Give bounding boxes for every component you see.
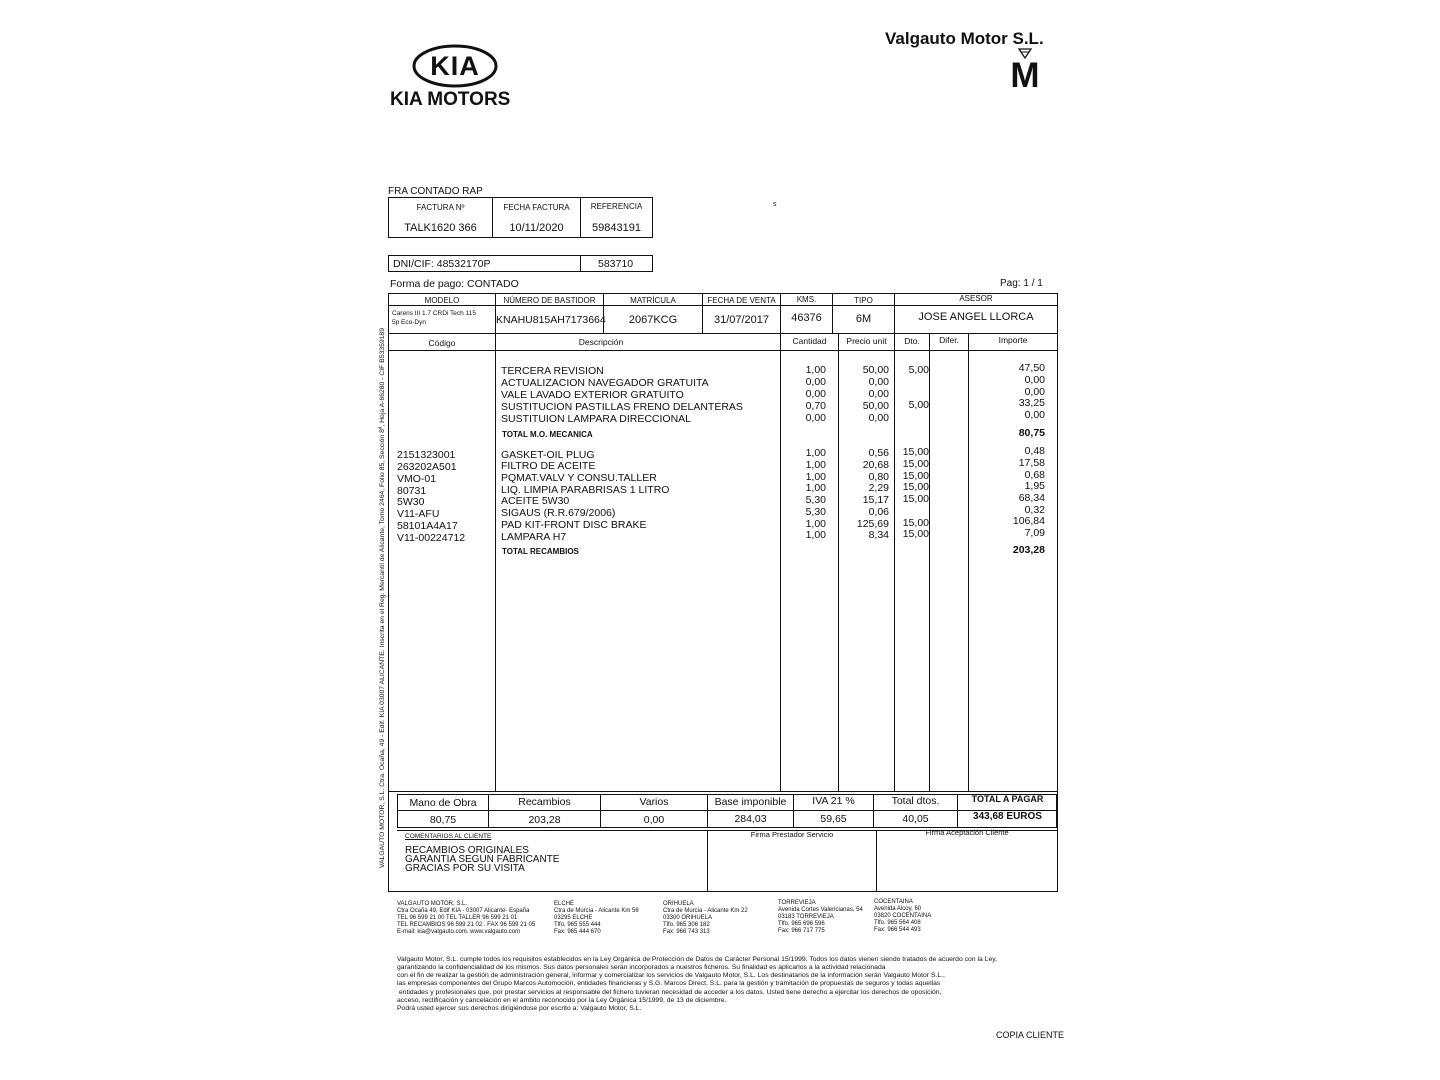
line-unit-price: 8,34 bbox=[868, 529, 889, 541]
total-discounts-header: Total dtos. bbox=[891, 795, 940, 807]
invoice-reference-header: REFERENCIA bbox=[590, 202, 643, 211]
line-amount: 0,00 bbox=[1024, 386, 1045, 398]
code-header: Código bbox=[428, 338, 456, 348]
office-cocentaina: COCENTAINA Avenida Alcoy, 60 03820 COCENTAINA Tlfo. 965 564 408 Fax: 966 544 493 bbox=[874, 899, 932, 933]
tax-base-header: Base imponible bbox=[714, 796, 787, 808]
line-description: PAD KIT-FRONT DISC BRAKE bbox=[501, 519, 647, 531]
line-description: SIGAUS (R.R.679/2006) bbox=[501, 507, 616, 519]
vin-header: NÚMERO DE BASTIDOR bbox=[503, 296, 596, 305]
line-quantity: 1,00 bbox=[805, 459, 826, 471]
line-description: ACEITE 5W30 bbox=[501, 495, 570, 507]
vat-header: IVA 21 % bbox=[812, 795, 855, 807]
line-description: VALE LAVADO EXTERIOR GRATUITO bbox=[501, 389, 684, 401]
line-unit-price: 0,80 bbox=[868, 471, 889, 483]
comment-line: RECAMBIOS ORIGINALES bbox=[405, 845, 529, 856]
line-description: SUSTITUION LAMPARA DIRECCIONAL bbox=[501, 413, 692, 425]
vehicle-model-line2: 5p Eco-Dyn bbox=[392, 319, 426, 326]
line-amount: 0,48 bbox=[1024, 445, 1045, 457]
line-code: 5W30 bbox=[397, 496, 425, 508]
line-amount: 33,25 bbox=[1018, 397, 1045, 409]
line-description: TERCERA REVISION bbox=[501, 365, 604, 377]
kia-logo bbox=[412, 44, 498, 88]
line-amount: 0,00 bbox=[1024, 409, 1045, 421]
line-discount: 15,00 bbox=[902, 458, 929, 470]
office-elche: ELCHE Ctra de Murcia - Alicante Km 56 03295 ELCHE Tlfo. 965 555 444 Fax: 965 444 670 bbox=[554, 901, 639, 935]
line-code: 80731 bbox=[397, 485, 427, 497]
vehicle-type: 6M bbox=[855, 313, 872, 325]
labour-total-label: TOTAL M.O. MECANICA bbox=[502, 430, 593, 439]
payment-method: Forma de pago: CONTADO bbox=[390, 278, 519, 290]
line-description: SUSTITUCION PASTILLAS FRENO DELANTERAS bbox=[501, 401, 743, 413]
line-unit-price: 50,00 bbox=[862, 400, 889, 412]
vehicle-plate: 2067KCG bbox=[628, 314, 678, 326]
labour-subtotal-header: Mano de Obra bbox=[409, 797, 477, 809]
total-discounts: 40,05 bbox=[902, 813, 929, 825]
dealer-name: Valgauto Motor S.L. bbox=[885, 29, 1044, 48]
document-type: FRA CONTADO RAP bbox=[388, 186, 483, 197]
line-quantity: 1,00 bbox=[805, 364, 826, 376]
difference-header: Difer. bbox=[939, 335, 959, 345]
line-unit-price: 0,00 bbox=[868, 376, 889, 388]
line-amount: 17,58 bbox=[1018, 457, 1045, 469]
line-discount: 15,00 bbox=[902, 470, 929, 482]
invoice-date-header: FECHA FACTURA bbox=[503, 203, 570, 212]
vehicle-advisor: JOSE ANGEL LLORCA bbox=[918, 311, 1034, 323]
kia-motors-wordmark: KIA MOTORS bbox=[390, 89, 511, 110]
line-amount: 68,34 bbox=[1018, 492, 1045, 504]
line-unit-price: 50,00 bbox=[862, 364, 889, 376]
advisor-header: ASESOR bbox=[959, 294, 993, 303]
line-code: V11-AFU bbox=[397, 508, 440, 520]
client-signature-label: Firma Aceptación Cliente bbox=[925, 828, 1009, 837]
line-description: LIQ. LIMPIA PARABRISAS 1 LITRO bbox=[501, 484, 670, 496]
line-code: 58101A4A17 bbox=[397, 520, 458, 532]
vat-amount: 59,65 bbox=[820, 813, 847, 825]
line-quantity: 0,00 bbox=[805, 412, 826, 424]
page-number: Pag: 1 / 1 bbox=[1000, 278, 1043, 289]
model-header: MODELO bbox=[424, 296, 460, 305]
line-quantity: 1,00 bbox=[805, 518, 826, 530]
line-amount: 0,68 bbox=[1024, 469, 1045, 481]
line-description: FILTRO DE ACEITE bbox=[501, 460, 596, 472]
line-discount: 15,00 bbox=[902, 528, 929, 540]
amount-header: Importe bbox=[998, 335, 1028, 345]
description-header: Descripción bbox=[578, 337, 624, 347]
line-amount: 7,09 bbox=[1024, 527, 1045, 539]
discount-header: Dto. bbox=[904, 336, 920, 346]
copy-label: COPIA CLIENTE bbox=[996, 1030, 1065, 1040]
line-code: VMO-01 bbox=[397, 473, 437, 485]
line-quantity: 5,30 bbox=[805, 506, 826, 518]
line-description: GASKET-OIL PLUG bbox=[501, 449, 595, 461]
invoice-number: TALK1620 366 bbox=[404, 222, 477, 234]
line-quantity: 0,00 bbox=[805, 388, 826, 400]
misc-subtotal-header: Varios bbox=[639, 796, 669, 808]
office-alicante: VALGAUTO MOTOR, S.L. Ctra Ocaña 49, Edif KIA - 03007 Alicante- España TEL 96 599 21 00 TEL TALLER 96 599 21 01 TEL RECAMBIOS 96 599 21 02 . FAX 96 599 21 05 E-mail: kia@valgauto.com. www.valgauto.com bbox=[397, 901, 536, 935]
line-code: 2151323001 bbox=[397, 449, 456, 461]
vehicle-vin: KNAHU815AH7173664 bbox=[496, 314, 606, 326]
line-unit-price: 0,00 bbox=[868, 412, 889, 424]
labour-subtotal: 80,75 bbox=[429, 814, 457, 826]
parts-subtotal: 203,28 bbox=[528, 814, 561, 826]
line-unit-price: 0,00 bbox=[868, 388, 889, 400]
parts-subtotal-header: Recambios bbox=[518, 796, 571, 808]
dni-label: DNI/CIF: 48532170P bbox=[393, 258, 491, 270]
vehicle-sale-date: 31/07/2017 bbox=[713, 314, 770, 326]
dealer-logo bbox=[1006, 48, 1044, 95]
provider-signature-label: Firma Prestador Servicio bbox=[750, 830, 834, 839]
line-quantity: 1,00 bbox=[805, 471, 826, 483]
line-unit-price: 20,68 bbox=[862, 459, 889, 471]
type-header: TIPO bbox=[854, 296, 873, 305]
line-quantity: 5,30 bbox=[805, 494, 826, 506]
invoice-number-header: FACTURA Nº bbox=[416, 203, 465, 212]
data-protection-notice: Valgauto Motor, S.L. cumple todos los requisitos establecidos en la Ley Orgánica de Protección de Datos de Carácter Personal 15/1999. Todos los datos vienen siendo tratados de acuerdo con la Ley, garantizando la confidencialidad de los mismos. Sus datos personales serán incorporados a nuestros ficheros. Su finalidad es aplicarlos a la actividad relacionada con el fin de realizar la gestión de administración general, informar y comercializar los servicios de Valgauto Motor, S.L. Los destinatarios de la información serán Valgauto Motor S.L., las empresas componentes del Grupo Marcos Automoción, entidades financieras y S.G. Marcos Direct, S.L. para la gestión y tramitación de propuestas de seguros y todas aquellas entidades y profesionales que, por prestar servicios al responsable del fichero tuvieran necesidad de acceder a los datos. Usted tiene derecho a ejercitar los derechos de oposición, acceso, rectificación y cancelación en el ámbito reconocido por la Ley Orgánica 15/1999, de 13 de diciembre. Podrá usted ejercer sus derechos dirigiéndose por escrito a: Valgauto Motor, S.L. bbox=[397, 956, 998, 1012]
line-amount: 47,50 bbox=[1018, 362, 1045, 374]
line-quantity: 1,00 bbox=[805, 447, 826, 459]
quantity-header: Cantidad bbox=[792, 336, 827, 346]
line-discount: 15,00 bbox=[902, 493, 929, 505]
line-discount: 5,00 bbox=[908, 364, 929, 376]
unit-price-header: Precio unit bbox=[846, 336, 887, 346]
comments-label: COMENTARIOS AL CLIENTE bbox=[405, 833, 492, 840]
line-amount: 0,00 bbox=[1024, 374, 1045, 386]
stray-mark: s bbox=[773, 201, 777, 208]
tax-base: 284,03 bbox=[734, 813, 767, 825]
line-amount: 106,84 bbox=[1012, 515, 1045, 527]
line-quantity: 0,00 bbox=[805, 376, 826, 388]
sale-date-header: FECHA DE VENTA bbox=[707, 296, 776, 305]
line-unit-price: 15,17 bbox=[862, 494, 889, 506]
vehicle-kms: 46376 bbox=[791, 312, 822, 324]
parts-total-amount: 203,28 bbox=[1012, 544, 1045, 556]
parts-total-label: TOTAL RECAMBIOS bbox=[502, 547, 579, 556]
line-discount: 5,00 bbox=[908, 399, 929, 411]
line-discount: 15,00 bbox=[902, 481, 929, 493]
labour-total-amount: 80,75 bbox=[1018, 427, 1045, 439]
invoice-reference: 59843191 bbox=[592, 222, 641, 234]
misc-subtotal: 0,00 bbox=[643, 814, 665, 826]
plate-header: MATRÍCULA bbox=[630, 296, 676, 305]
line-amount: 1,95 bbox=[1024, 480, 1045, 492]
office-torrevieja: TORREVIEJA Avenida Cortes Valencianas, 54 03183 TORREVIEJA Tlfo. 965 696 596 Fax: 966 717 775 bbox=[778, 900, 863, 934]
vehicle-model-line1: Carens III 1.7 CRDi Tech 115 bbox=[392, 310, 476, 317]
customer-code: 583710 bbox=[598, 258, 634, 270]
kms-header: KMS. bbox=[796, 295, 817, 304]
line-unit-price: 0,06 bbox=[868, 506, 889, 518]
line-quantity: 1,00 bbox=[805, 529, 826, 541]
line-code: V11-00224712 bbox=[397, 532, 466, 544]
comment-line: GRACIAS POR SU VISITA bbox=[405, 863, 525, 874]
kia-logo-text: KIA bbox=[430, 51, 480, 81]
line-quantity: 1,00 bbox=[805, 482, 826, 494]
line-description: ACTUALIZACION NAVEGADOR GRATUITA bbox=[501, 377, 709, 389]
total-to-pay: 343,68 EUROS bbox=[973, 811, 1042, 822]
line-description: PQMAT.VALV Y CONSU.TALLER bbox=[501, 472, 657, 484]
invoice-date: 10/11/2020 bbox=[509, 222, 564, 234]
line-discount: 15,00 bbox=[902, 446, 929, 458]
dealer-logo-letter: M bbox=[1010, 56, 1040, 95]
line-description: LAMPARA H7 bbox=[501, 531, 567, 543]
line-code: 263202A501 bbox=[397, 461, 457, 473]
company-registration-text: VALGAUTO MOTOR, S.L. Ctra. Ocaña, 49 - Edif. KIA 03007 ALICANTE. Inscrita en el Reg. Mercantil de Alicante, Tomo 2464, Folio 85, Sección 8ª, Hoja A-66280 - CIF B53359189 bbox=[379, 328, 386, 868]
line-unit-price: 0,56 bbox=[868, 447, 889, 459]
line-quantity: 0,70 bbox=[805, 400, 826, 412]
line-unit-price: 2,29 bbox=[868, 482, 889, 494]
line-discount: 15,00 bbox=[902, 517, 929, 529]
line-amount: 0,32 bbox=[1024, 504, 1045, 516]
line-unit-price: 125,69 bbox=[856, 518, 889, 530]
office-orihuela: ORIHUELA Ctra de Murcia - Alicante Km 22 03300 ORIHUELA Tlfo. 965 306 182 Fax: 966 743 313 bbox=[663, 901, 748, 935]
total-to-pay-header: TOTAL A PAGAR bbox=[971, 794, 1044, 804]
comment-line: GARANTIA SEGUN FABRICANTE bbox=[405, 854, 560, 865]
